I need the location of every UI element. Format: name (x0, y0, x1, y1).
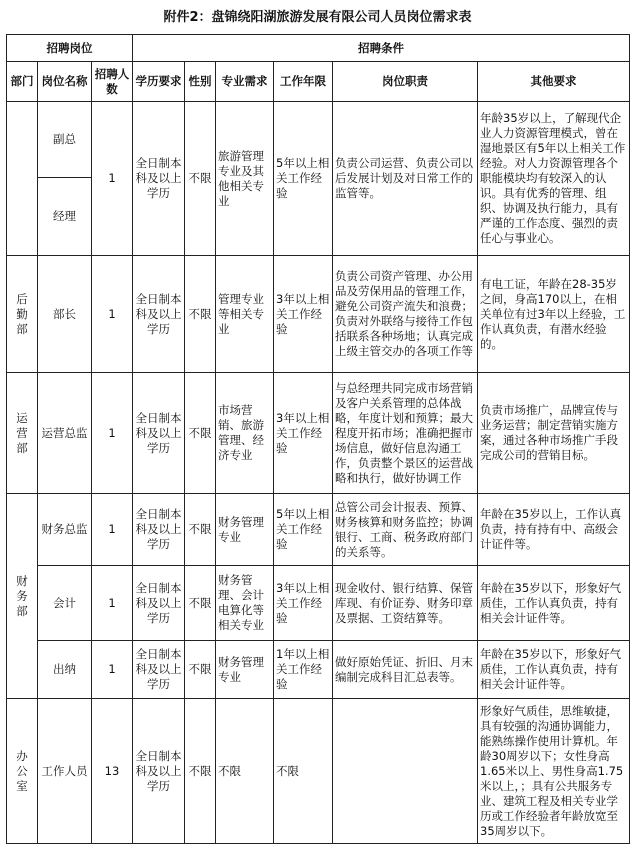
gender-cell: 不限 (185, 641, 216, 699)
other-cell: 负责市场推广，品牌宣传与业务运营；制定营销实施方案，通过各种市场推广手段完成公司的营销目标。 (478, 373, 630, 494)
duties-cell: 现金收付、银行结算、保管库现、有价证券、财务印章及票据、工资结算等。 (333, 566, 478, 641)
gender-cell: 不限 (185, 102, 216, 256)
duties-cell: 与总经理共同完成市场营销及客户关系管理的总体战略，年度计划和预算；最大程度开拓市场；准确把握市场信息，做好信息沟通工作，负责整个景区的运营战略和执行，做好协调工作 (333, 373, 478, 494)
major-cell: 管理专业等相关专业 (216, 256, 274, 373)
count-cell: 1 (92, 102, 133, 256)
table-row (7, 641, 630, 699)
gender-cell: 不限 (185, 566, 216, 641)
education-cell: 全日制本科及以上学历 (133, 256, 185, 373)
years-cell: 5年以上相关工作经验 (274, 102, 333, 256)
other-cell: 年龄在35岁以下，形象好气质佳，工作认真负责，持有相关会计证件等。 (478, 566, 630, 641)
other-cell: 有电工证，年龄在28-35岁之间，身高170以上，在相关单位有过3年以上经验，工作认真负责，有潜水经验的。 (478, 256, 630, 373)
duties-cell: 负责公司运营、负责公司以后发展计划及对日常工作的监管等。 (333, 102, 478, 256)
count-cell: 1 (92, 641, 133, 699)
years-cell: 不限 (274, 699, 333, 844)
major-cell: 旅游管理专业及其他相关专业 (216, 102, 274, 256)
col-header-position: 岗位名称 (38, 62, 92, 102)
group-header-positions: 招聘岗位 (7, 35, 133, 62)
major-cell: 财务管理专业 (216, 641, 274, 699)
col-header-count: 招聘人数 (92, 62, 133, 102)
education-cell: 全日制本科及以上学历 (133, 641, 185, 699)
major-cell: 市场营销、旅游管理、经济专业 (216, 373, 274, 494)
group-header-conditions: 招聘条件 (133, 35, 630, 62)
years-cell: 3年以上相关工作经验 (274, 256, 333, 373)
education-cell: 全日制本科及以上学历 (133, 373, 185, 494)
col-header-dept: 部门 (7, 62, 38, 102)
count-cell: 1 (92, 566, 133, 641)
col-header-years: 工作年限 (274, 62, 333, 102)
other-cell: 年龄在35岁以上，工作认真负责，持有持有中、高级会计证件等。 (478, 494, 630, 566)
dept-cell: 财务部 (7, 494, 38, 699)
education-cell: 全日制本科及以上学历 (133, 566, 185, 641)
table-row (7, 699, 630, 844)
duties-cell (333, 699, 478, 844)
count-cell: 1 (92, 494, 133, 566)
col-header-gender: 性别 (185, 62, 216, 102)
table-row (7, 256, 630, 373)
other-cell: 形象好气质佳，思维敏捷，具有较强的沟通协调能力，能熟练操作使用计算机。年龄30周岁以下；女性身高1.65米以上、男性身高1.75米以上，；具有公共服务专业、建筑工程及相关专业学历或工作经验者年龄放宽至35周岁以下。 (478, 699, 630, 844)
dept-cell (7, 102, 38, 256)
table-row (7, 102, 630, 178)
education-cell: 全日制本科及以上学历 (133, 102, 185, 256)
years-cell: 3年以上相关工作经验 (274, 566, 333, 641)
dept-cell: 办公室 (7, 699, 38, 844)
position-cell: 经理 (38, 178, 92, 256)
gender-cell: 不限 (185, 494, 216, 566)
position-cell: 运营总监 (38, 373, 92, 494)
other-cell: 年龄在35岁以下，形象好气质佳，工作认真负责，持有相关会计证件等。 (478, 641, 630, 699)
dept-cell: 后勤部 (7, 256, 38, 373)
major-cell: 财务管理专业 (216, 494, 274, 566)
document-title: 附件2：盘锦绕阳湖旅游发展有限公司人员岗位需求表 (163, 10, 472, 25)
table-row (7, 494, 630, 566)
years-cell: 3年以上相关工作经验 (274, 373, 333, 494)
col-header-other: 其他要求 (478, 62, 630, 102)
education-cell: 全日制本科及以上学历 (133, 494, 185, 566)
table-row (7, 566, 630, 641)
position-cell: 财务总监 (38, 494, 92, 566)
col-header-duties: 岗位职责 (333, 62, 478, 102)
education-cell: 全日制本科及以上学历 (133, 699, 185, 844)
major-cell: 不限 (216, 699, 274, 844)
job-requirements-table (6, 34, 630, 844)
duties-cell: 做好原始凭证、折旧、月末编制完成科目汇总表等。 (333, 641, 478, 699)
position-cell: 会计 (38, 566, 92, 641)
position-cell: 副总 (38, 102, 92, 178)
count-cell: 13 (92, 699, 133, 844)
gender-cell: 不限 (185, 373, 216, 494)
position-cell: 工作人员 (38, 699, 92, 844)
dept-cell: 运营部 (7, 373, 38, 494)
other-cell: 年龄35岁以上，了解现代企业人力资源管理模式，曾在湿地景区有5年以上相关工作经验。对人力资源管理各个职能模块均有较深入的认识。具有优秀的管理、组织、协调及执行能力，具有严谨的工作态度、强烈的责任心与事业心。 (478, 102, 630, 256)
duties-cell: 总管公司会计报表、预算、财务核算和财务监控；协调银行、工商、税务政府部门的关系等。 (333, 494, 478, 566)
header-row (7, 62, 630, 102)
position-cell: 部长 (38, 256, 92, 373)
years-cell: 1年以上相关工作经验 (274, 641, 333, 699)
count-cell: 1 (92, 256, 133, 373)
gender-cell: 不限 (185, 256, 216, 373)
col-header-education: 学历要求 (133, 62, 185, 102)
table-row (7, 373, 630, 494)
position-cell: 出纳 (38, 641, 92, 699)
gender-cell: 不限 (185, 699, 216, 844)
years-cell: 5年以上相关工作经验 (274, 494, 333, 566)
header-group-row (7, 35, 630, 62)
count-cell: 1 (92, 373, 133, 494)
major-cell: 财务管理、会计电算化等相关专业 (216, 566, 274, 641)
col-header-major: 专业需求 (216, 62, 274, 102)
duties-cell: 负责公司资产管理、办公用品及劳保用品的管理工作，避免公司资产流失和浪费；负责对外联络与接待工作包括联系各种场地；认真完成上级主管交办的各项工作等 (333, 256, 478, 373)
